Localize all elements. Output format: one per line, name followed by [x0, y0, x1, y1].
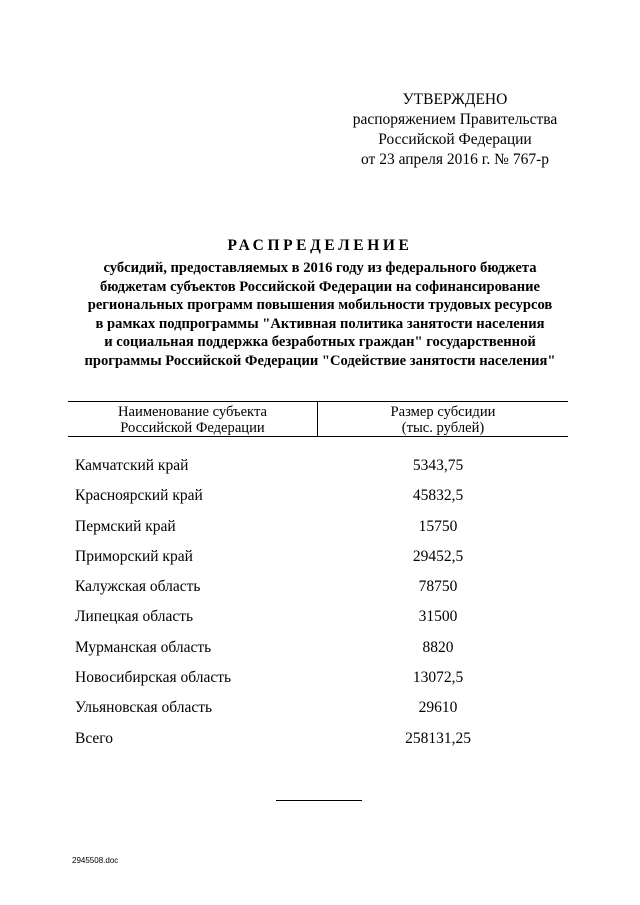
total-label: Всего	[75, 729, 114, 747]
subsidy-amount: 78750	[418, 578, 458, 596]
table-body	[68, 457, 568, 760]
table-row	[68, 487, 568, 517]
subsidy-amount: 5343,75	[412, 457, 464, 474]
region-name: Калужская область	[75, 578, 201, 596]
region-name: Мурманская область	[75, 638, 212, 656]
document-subtitle	[60, 259, 580, 371]
region-name: Пермский край	[75, 517, 176, 535]
column-header-amount	[318, 404, 568, 436]
file-id: 2945508.doc	[72, 856, 119, 865]
approval-line: Российской Федерации	[378, 131, 532, 148]
subtitle-line: региональных программ повышения мобильности трудовых ресурсов	[87, 297, 553, 314]
subsidy-amount: 31500	[418, 608, 458, 626]
subsidy-amount: 15750	[418, 517, 458, 535]
table-row	[68, 548, 568, 578]
table-header	[68, 401, 568, 437]
subtitle-line: и социальная поддержка безработных граждан" государственной	[104, 334, 536, 351]
subsidy-amount: 13072,5	[412, 669, 464, 687]
region-name: Приморский край	[75, 547, 193, 565]
column-header-text: (тыс. рублей)	[401, 420, 485, 436]
subsidy-table	[68, 401, 568, 747]
table-row	[68, 608, 568, 638]
column-header-text: Наименование субъекта	[118, 404, 267, 420]
region-name: Ульяновская область	[75, 699, 213, 717]
table-row	[68, 699, 568, 729]
region-name: Липецкая область	[75, 608, 194, 626]
subsidy-amount: 29452,5	[412, 547, 464, 565]
table-row	[68, 669, 568, 699]
approval-line: распоряжением Правительства	[352, 111, 558, 128]
subtitle-line: программы Российской Федерации "Содействие занятости населения"	[84, 352, 556, 369]
table-row	[68, 639, 568, 669]
table-row	[68, 518, 568, 548]
total-amount: 258131,25	[405, 729, 471, 747]
subtitle-line: субсидий, предоставляемых в 2016 году из федерального бюджета	[103, 260, 537, 276]
subsidy-amount: 45832,5	[412, 487, 464, 505]
table-row	[68, 457, 568, 487]
approval-heading: УТВЕРЖДЕНО	[402, 91, 508, 108]
subtitle-line: бюджетам субъектов Российской Федерации на софинансирование	[99, 278, 541, 295]
column-header-text: Размер субсидии	[390, 404, 496, 420]
region-name: Новосибирская область	[75, 669, 232, 687]
column-header-region	[68, 404, 317, 436]
subtitle-line: в рамках подпрограммы "Активная политика занятости населения	[95, 315, 545, 332]
end-separator-line	[276, 800, 362, 801]
table-row	[68, 578, 568, 608]
total-row	[68, 730, 568, 760]
column-header-text: Российской Федерации	[120, 420, 265, 436]
region-name: Камчатский край	[75, 457, 189, 474]
approval-date: от 23 апреля 2016 г. № 767-р	[361, 151, 549, 168]
document-title: РАСПРЕДЕЛЕНИЕ	[227, 237, 413, 254]
region-name: Красноярский край	[75, 487, 203, 505]
subsidy-amount: 29610	[418, 699, 458, 717]
approval-stamp	[330, 90, 580, 170]
subsidy-amount: 8820	[422, 638, 454, 656]
